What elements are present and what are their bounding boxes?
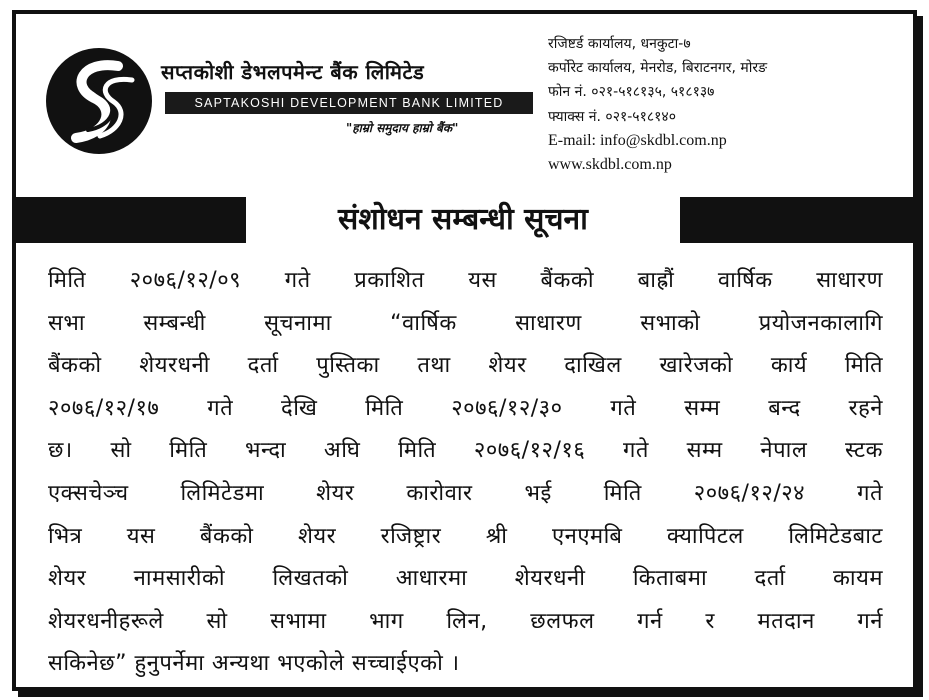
- email-address[interactable]: E-mail: info@skdbl.com.np: [548, 131, 727, 149]
- notice-frame: [12, 10, 917, 691]
- notice-line: सभा सम्बन्धी सूचनामा “वार्षिक साधारण सभाको प्रयोजनकालागि: [48, 310, 883, 336]
- corporate-office: कर्पोरेट कार्यालय, मेनरोड, बिराटनगर, मोरङ: [548, 60, 768, 77]
- notice-line: एक्सचेञ्च लिमिटेडमा शेयर कारोवार भई मिति २०७६/१२/२४ गते: [48, 480, 883, 506]
- notice-line: भित्र यस बैंकको शेयर रजिष्ट्रार श्री एनएमबि क्यापिटल लिमिटेडबाट: [48, 523, 883, 549]
- notice-line: २०७६/१२/१७ गते देखि मिति २०७६/१२/३० गते सम्म बन्द रहने: [48, 395, 883, 421]
- contact-block: [548, 32, 767, 177]
- notice-line: सकिनेछ” हुनुपर्नेमा अन्यथा भएकोले सच्चाईएको ।: [48, 651, 460, 677]
- notice-line: शेयर नामसारीको लिखतको आधारमा शेयरधनी किताबमा दर्ता कायम: [48, 566, 883, 592]
- notice-line: मिति २०७६/१२/०९ गते प्रकाशित यस बैंकको बाह्रौं वार्षिक साधारण: [48, 268, 883, 293]
- notice-line: छ। सो मिति भन्दा अघि मिति २०७६/१२/१६ गते सम्म नेपाल स्टक: [48, 438, 883, 464]
- bank-slogan: "हाम्रो समुदाय हाम्रो बैंक": [346, 121, 459, 135]
- notice-title: संशोधन सम्बन्धी सूचना: [244, 197, 682, 243]
- bank-name-english: SAPTAKOSHI DEVELOPMENT BANK LIMITED: [165, 92, 533, 114]
- registered-office: रजिष्टर्ड कार्यालय, धनकुटा-७: [548, 36, 691, 52]
- bank-name-nepali: सप्तकोशी डेभलपमेन्ट बैंक लिमिटेड: [161, 60, 425, 84]
- header: [16, 14, 913, 196]
- notice-line: शेयरधनीहरूले सो सभामा भाग लिन, छलफल गर्न र मतदान गर्न: [48, 608, 883, 634]
- bank-logo-icon: [42, 46, 156, 156]
- notice-line: बैंकको शेयरधनी दर्ता पुस्तिका तथा शेयर दाखिल खारेजको कार्य मिति: [48, 353, 883, 379]
- fax-number: फ्याक्स नं. ०२१-५१८१४०: [548, 108, 676, 125]
- phone-numbers: फोन नं. ०२१-५१८१३५, ५१८१३७: [548, 84, 715, 101]
- notice-body: [48, 260, 883, 686]
- website-link[interactable]: www.skdbl.com.np: [548, 155, 672, 173]
